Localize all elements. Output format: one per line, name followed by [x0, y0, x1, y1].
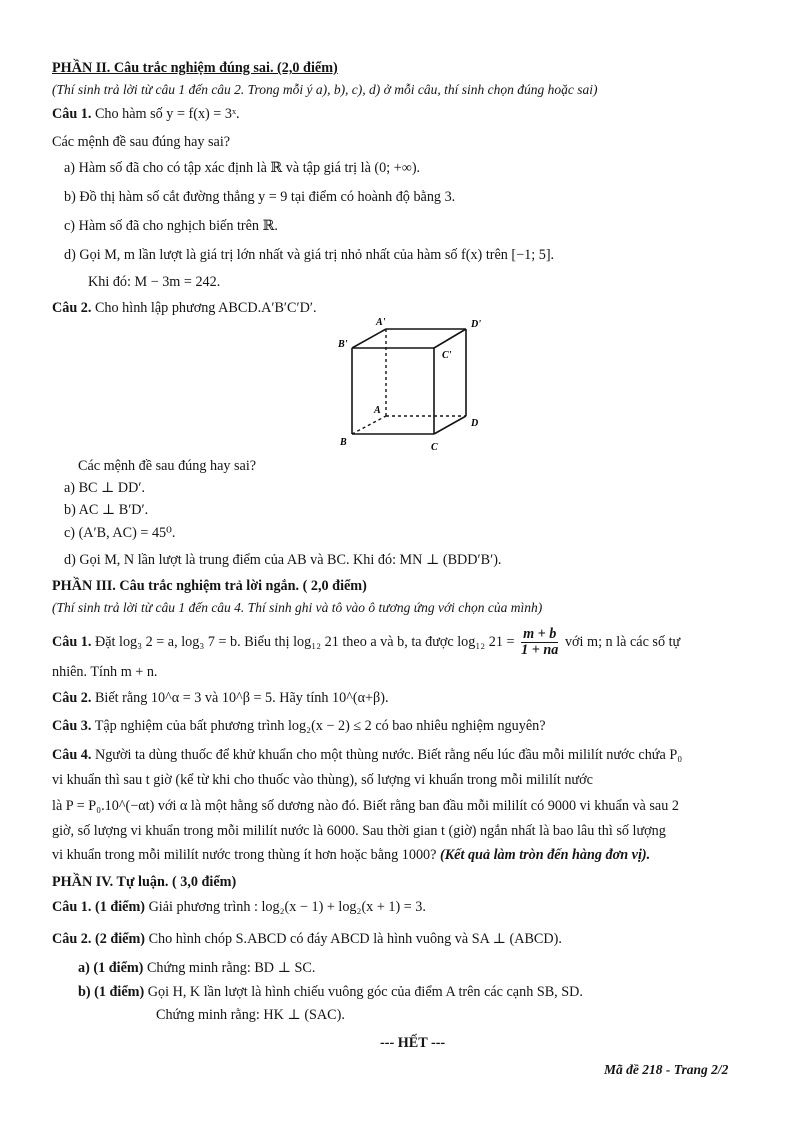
question-text: Đặt log₃ 2 = a, log₃ 7 = b. Biểu thị log₁₂ 21 theo a và b, ta được log₁₂ 21 = — [94, 633, 515, 650]
p3-q4-l3: là P = P₀.10^(−αt) với α là một hằng số dương nào đó. Biết rằng ban đầu mỗi mililít có 9000 vi khuẩn và sau 2 — [52, 798, 679, 814]
edge-CD — [434, 416, 466, 434]
p2-q2 — [52, 298, 317, 318]
label-C: C — [431, 442, 438, 453]
p2-q2-b: b) AC ⊥ B′D′. — [64, 502, 149, 518]
label-C1: C' — [442, 350, 452, 361]
p2-q1-c: c) Hàm số đã cho nghịch biến trên ℝ. — [64, 218, 278, 234]
sub-label: a) (1 điểm) — [78, 960, 144, 976]
p2-q2-stem: Các mệnh đề sau đúng hay sai? — [78, 458, 257, 474]
label-D: D — [471, 418, 479, 429]
label-B: B — [340, 437, 347, 448]
p4-q2-b — [78, 982, 583, 1002]
p3-q1-line2: nhiên. Tính m + n. — [52, 664, 158, 680]
p2-q1-stem: Các mệnh đề sau đúng hay sai? — [52, 134, 231, 150]
question-label: Câu 2. (2 điểm) — [52, 931, 146, 947]
edge-AB-hidden — [352, 416, 386, 434]
question-text: Cho hình lập phương ABCD.A′B′C′D′. — [94, 300, 317, 316]
p4-q2 — [52, 929, 562, 949]
p3-q4-l1 — [52, 745, 682, 765]
fraction-denominator: 1 + na — [521, 642, 559, 658]
p2-q1 — [52, 104, 240, 124]
p4-q2-b2: Chứng minh rằng: HK ⊥ (SAC). — [156, 1007, 345, 1023]
question-label: Câu 3. — [52, 718, 92, 734]
question-label: Câu 1. — [52, 633, 92, 650]
p2-q1-d2: Khi đó: M − 3m = 242. — [88, 274, 221, 290]
end-marker: --- HẾT --- — [380, 1035, 446, 1051]
question-label: Câu 1. — [52, 106, 92, 122]
p2-q2-d: d) Gọi M, N lần lượt là trung điểm của AB và BC. Khi đó: MN ⊥ (BDD′B′). — [64, 552, 502, 568]
fraction-numerator: m + b — [523, 626, 557, 642]
page-footer: Mã đề 218 - Trang 2/2 — [604, 1062, 729, 1077]
p4-q2-a — [78, 958, 315, 978]
p3-q4-l2: vi khuẩn thì sau t giờ (kể từ khi cho thuốc vào thùng), số lượng vi khuẩn trong mỗi mililít nước — [52, 772, 593, 788]
cube-figure — [330, 314, 500, 454]
question-text: Biết rằng 10^α = 3 và 10^β = 5. Hãy tính 10^(α+β). — [94, 690, 389, 706]
p3-q3 — [52, 716, 546, 736]
question-text: Cho hình chóp S.ABCD có đáy ABCD là hình vuông và SA ⊥ (ABCD). — [148, 931, 562, 947]
p2-q2-a: a) BC ⊥ DD′. — [64, 480, 146, 496]
part2-title: PHẦN II. Câu trắc nghiệm đúng sai. (2,0 điểm) — [52, 60, 338, 76]
label-A1: A' — [376, 317, 386, 328]
edge-B1A1 — [352, 329, 386, 348]
label-D1: D' — [471, 319, 481, 330]
question-text-post: với m; n là các số tự — [564, 633, 681, 650]
p3-q2 — [52, 688, 389, 708]
p3-q4-l4: giờ, số lượng vi khuẩn trong mỗi mililít nước là 6000. Sau thời gian t (giờ) ngắn nhất là bao lâu thì số lượng — [52, 823, 666, 839]
label-A: A — [374, 405, 381, 416]
p2-q2-c: c) (A′B, AC) = 45⁰. — [64, 525, 176, 541]
edge-D1C1 — [434, 329, 466, 348]
question-text: vi khuẩn trong mỗi mililít nước trong thùng ít hơn hoặc bằng 1000? — [52, 847, 437, 863]
p2-q1-a: a) Hàm số đã cho có tập xác định là ℝ và tập giá trị là (0; +∞). — [64, 160, 421, 176]
sub-label: b) (1 điểm) — [78, 984, 145, 1000]
p2-q1-d: d) Gọi M, m lần lượt là giá trị lớn nhất và giá trị nhỏ nhất của hàm số f(x) trên [−1; 5]. — [64, 247, 555, 263]
part3-instructions: (Thí sinh trả lời từ câu 1 đến câu 4. Thí sinh ghi và tô vào ô tương ứng với chọn của mình) — [52, 600, 543, 615]
question-text: Giải phương trình : log₂(x − 1) + log₂(x + 1) = 3. — [148, 899, 426, 915]
question-text: Cho hàm số y = f(x) = 3ˣ. — [94, 106, 240, 122]
p3-q1 — [52, 627, 680, 658]
question-label: Câu 4. — [52, 747, 92, 763]
fraction — [521, 627, 558, 658]
p3-q4-l5 — [52, 845, 650, 865]
part2-instructions: (Thí sinh trả lời từ câu 1 đến câu 2. Trong mỗi ý a), b), c), d) ở mỗi câu, thí sinh chọn đúng hoặc sai) — [52, 82, 598, 97]
rounding-note: (Kết quả làm tròn đến hàng đơn vị). — [439, 847, 651, 863]
part3-title: PHẦN III. Câu trắc nghiệm trả lời ngắn. ( 2,0 điểm) — [52, 578, 367, 594]
question-text: Người ta dùng thuốc để khử khuẩn cho một thùng nước. Biết rằng nếu lúc đầu mỗi mililít nước chứa P₀ — [94, 747, 683, 763]
part4-title: PHẦN IV. Tự luận. ( 3,0 điểm) — [52, 874, 237, 890]
sub-text: Gọi H, K lần lượt là hình chiếu vuông góc của điểm A trên các cạnh SB, SD. — [147, 984, 583, 1000]
question-text: Tập nghiệm của bất phương trình log₂(x − 2) ≤ 2 có bao nhiêu nghiệm nguyên? — [94, 718, 546, 734]
label-B1: B' — [338, 339, 348, 350]
question-label: Câu 1. (1 điểm) — [52, 899, 146, 915]
question-label: Câu 2. — [52, 300, 92, 316]
sub-text: Chứng minh rằng: BD ⊥ SC. — [146, 960, 316, 976]
p2-q1-b: b) Đồ thị hàm số cắt đường thẳng y = 9 tại điểm có hoành độ bằng 3. — [64, 189, 456, 205]
p4-q1 — [52, 897, 426, 917]
question-label: Câu 2. — [52, 690, 92, 706]
